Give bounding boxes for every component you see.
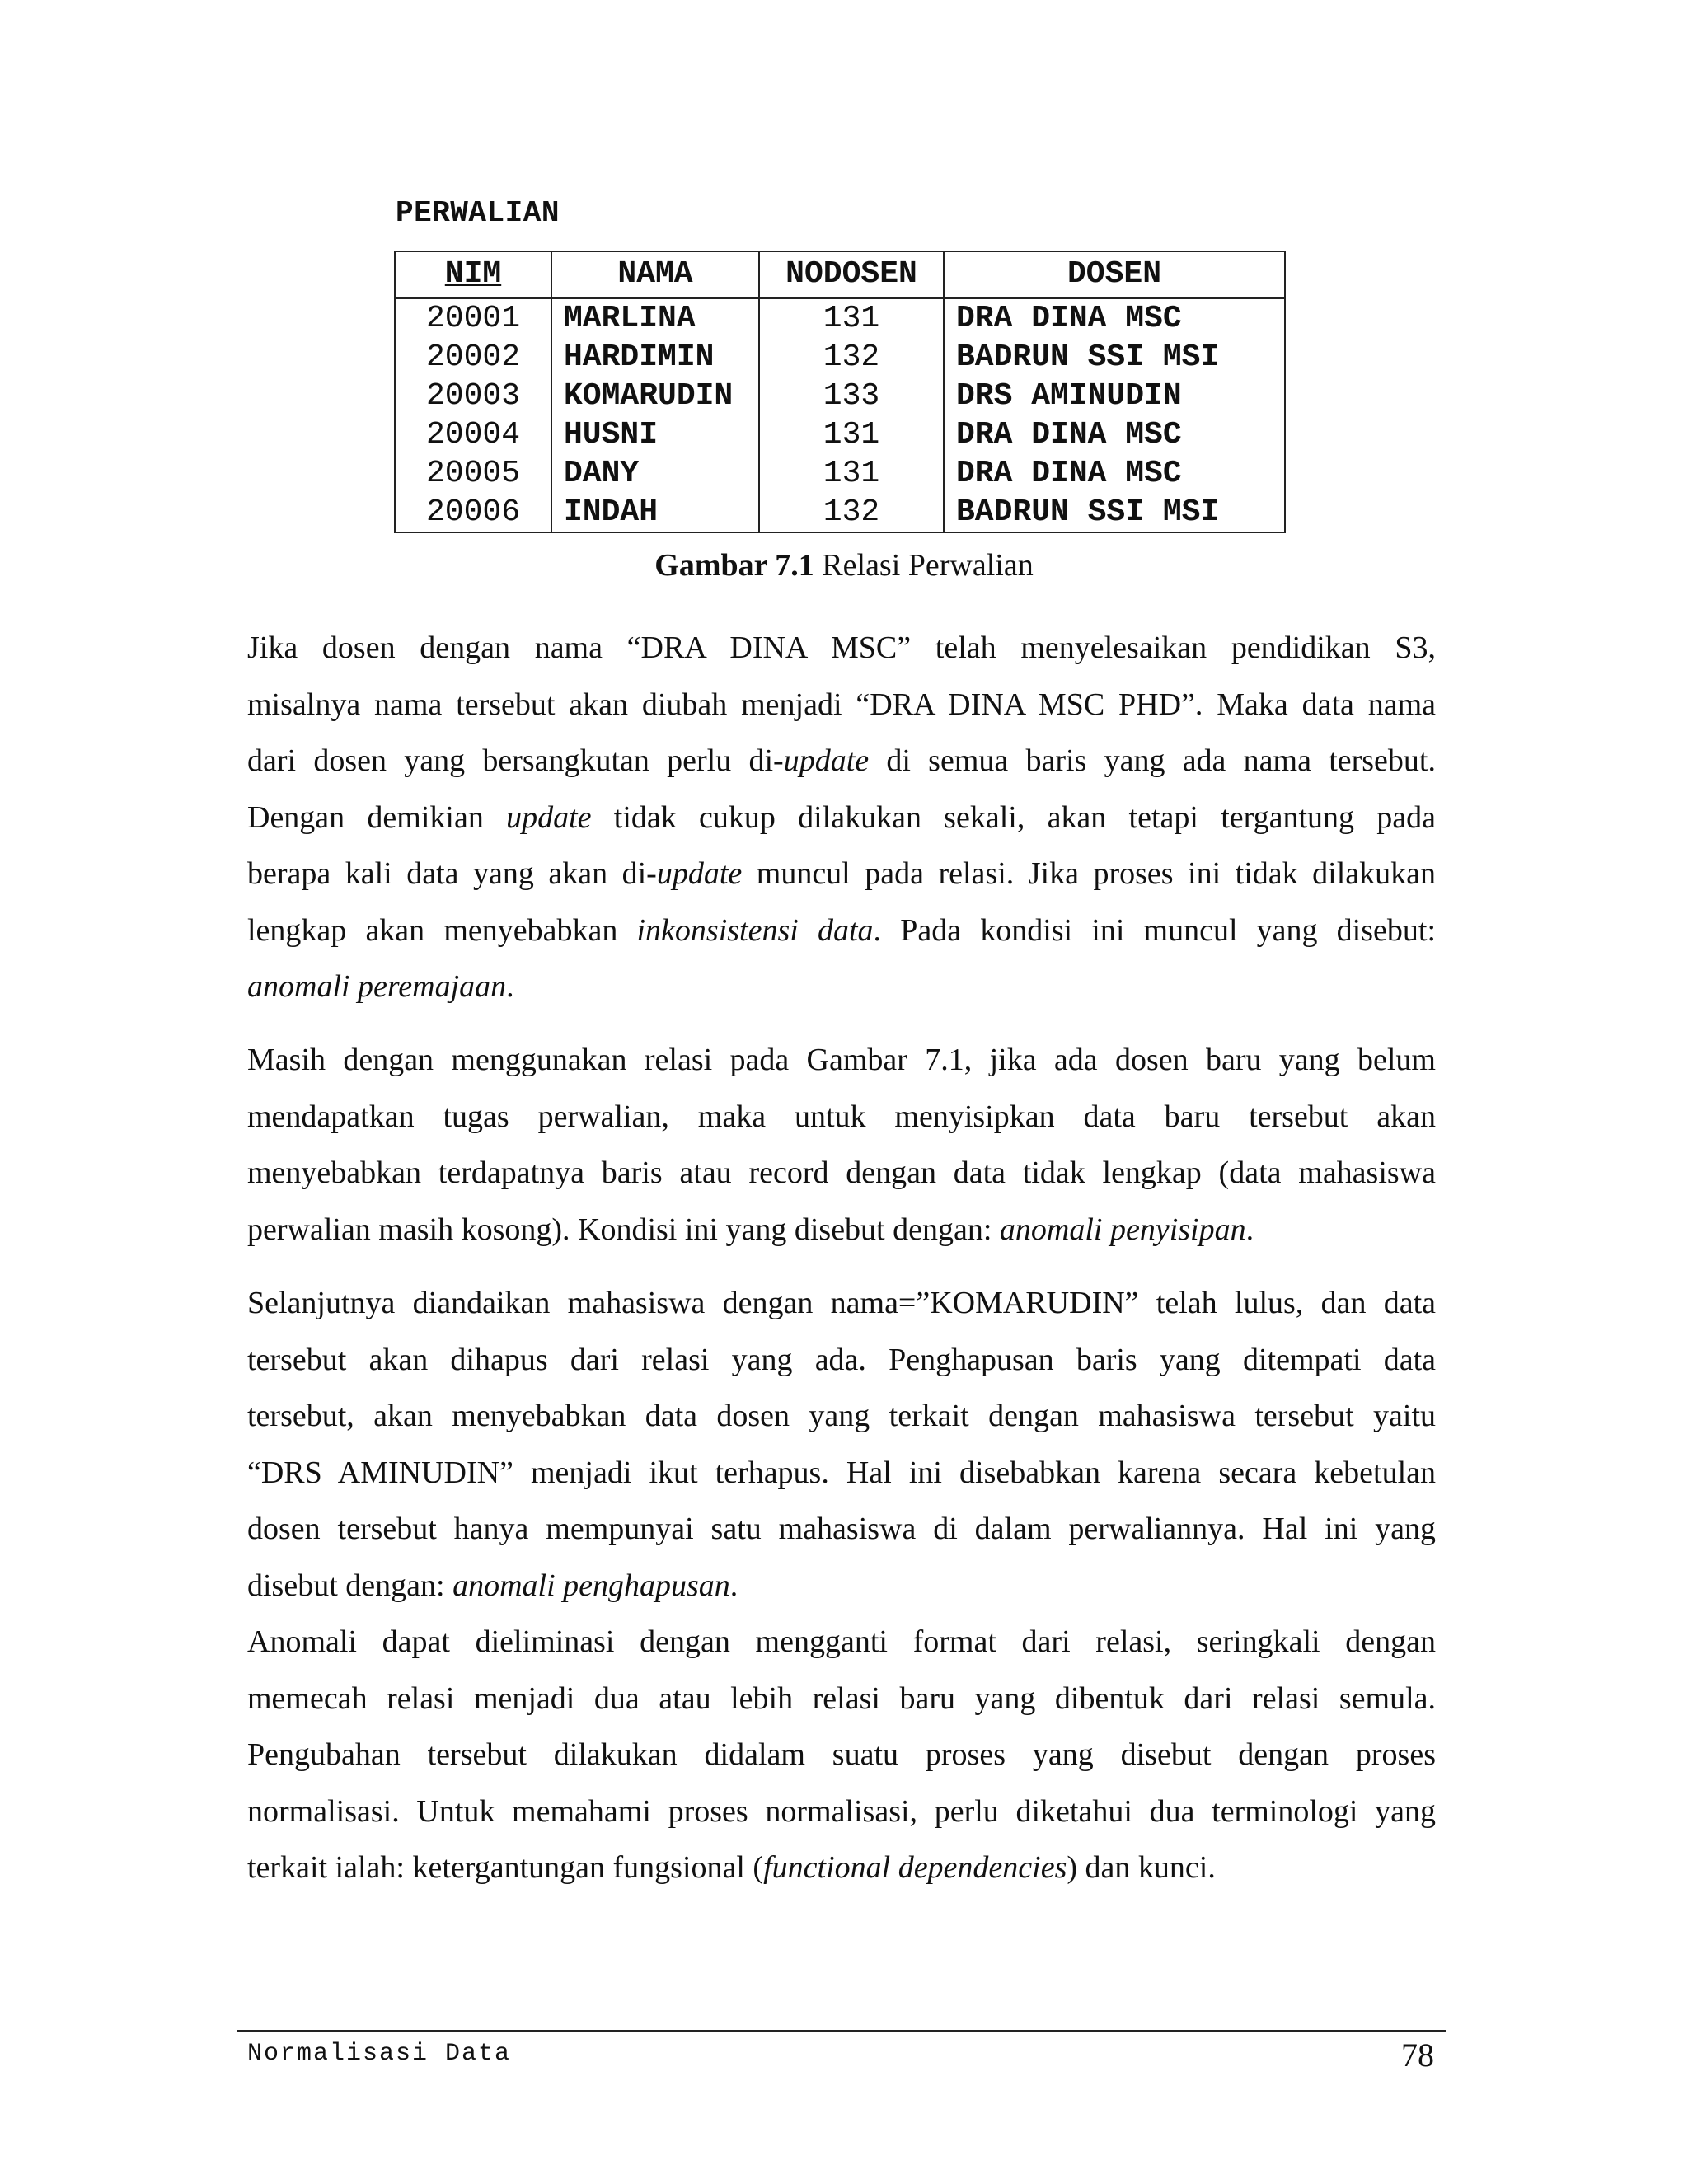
cell-dosen: BADRUN SSI MSI xyxy=(944,338,1285,377)
text-line: perwalian masih kosong). Kondisi ini yang disebut dengan: anomali penyisipan. xyxy=(247,1212,1254,1247)
caption-text: Relasi Perwalian xyxy=(814,548,1034,583)
page-number: 78 xyxy=(1401,2036,1434,2074)
text-line: tersebut, akan menyebabkan data dosen yang terkait dengan mahasiswa tersebut yaitu xyxy=(247,1399,1436,1433)
cell-nama: HUSNI xyxy=(551,415,759,454)
table-row xyxy=(395,338,1285,377)
text-line: normalisasi. Untuk memahami proses normalisasi, perlu diketahui dua terminologi yang xyxy=(247,1793,1436,1829)
cell-nama: MARLINA xyxy=(551,298,759,339)
table-row xyxy=(395,454,1285,493)
cell-nodosen: 132 xyxy=(759,338,944,377)
cell-nim: 20003 xyxy=(395,377,551,415)
table-row xyxy=(395,377,1285,415)
cell-nodosen: 131 xyxy=(759,454,944,493)
cell-nim: 20001 xyxy=(395,298,551,339)
cell-dosen: BADRUN SSI MSI xyxy=(944,493,1285,532)
column-header-dosen: DOSEN xyxy=(944,251,1285,298)
text-line: memecah relasi menjadi dua atau lebih relasi baru yang dibentuk dari relasi semula. xyxy=(247,1680,1436,1716)
text-line: Anomali dapat dieliminasi dengan mengganti format dari relasi, seringkali dengan xyxy=(247,1624,1436,1659)
cell-nama: HARDIMIN xyxy=(551,338,759,377)
text-line: terkait ialah: ketergantungan fungsional (functional dependencies) dan kunci. xyxy=(247,1850,1216,1885)
cell-nodosen: 131 xyxy=(759,298,944,339)
cell-nim: 20006 xyxy=(395,493,551,532)
column-header-nama: NAMA xyxy=(551,251,759,298)
text-line: anomali peremajaan. xyxy=(247,969,514,1004)
cell-nama: DANY xyxy=(551,454,759,493)
cell-nim: 20004 xyxy=(395,415,551,454)
text-line: menyebabkan terdapatnya baris atau record dengan data tidak lengkap (data mahasiswa xyxy=(247,1155,1436,1190)
cell-dosen: DRS AMINUDIN xyxy=(944,377,1285,415)
cell-nim: 20005 xyxy=(395,454,551,493)
text-line: Dengan demikian update tidak cukup dilakukan sekali, akan tetapi tergantung pada xyxy=(247,799,1436,835)
text-line: Jika dosen dengan nama “DRA DINA MSC” telah menyelesaikan pendidikan S3, xyxy=(247,630,1436,665)
cell-nama: INDAH xyxy=(551,493,759,532)
text-line: berapa kali data yang akan di-update muncul pada relasi. Jika proses ini tidak dilakukan xyxy=(247,856,1436,891)
table-row xyxy=(395,415,1285,454)
caption-label: Gambar 7.1 xyxy=(654,548,814,583)
table-header-row xyxy=(395,251,1285,298)
column-header-nodosen: NODOSEN xyxy=(759,251,944,298)
text-line: dari dosen yang bersangkutan perlu di-update di semua baris yang ada nama tersebut. xyxy=(247,743,1436,778)
cell-dosen: DRA DINA MSC xyxy=(944,415,1285,454)
footer-divider xyxy=(237,2030,1446,2032)
paragraph-update-anomaly xyxy=(247,620,1436,1015)
relation-title: PERWALIAN xyxy=(396,196,560,230)
paragraph-delete-anomaly xyxy=(247,1275,1436,1614)
text-line: dosen tersebut hanya mempunyai satu mahasiswa di dalam perwaliannya. Hal ini yang xyxy=(247,1511,1436,1546)
column-header-nim: NIM xyxy=(395,251,551,298)
text-line: Selanjutnya diandaikan mahasiswa dengan nama=”KOMARUDIN” telah lulus, dan data xyxy=(247,1286,1436,1320)
footer-chapter-title: Normalisasi Data xyxy=(247,2040,512,2068)
text-line: lengkap akan menyebabkan inkonsistensi data. Pada kondisi ini muncul yang disebut: xyxy=(247,912,1437,948)
text-line: misalnya nama tersebut akan diubah menjadi “DRA DINA MSC PHD”. Maka data nama xyxy=(247,687,1436,722)
cell-nim: 20002 xyxy=(395,338,551,377)
text-line: Masih dengan menggunakan relasi pada Gambar 7.1, jika ada dosen baru yang belum xyxy=(247,1043,1436,1077)
text-line: tersebut akan dihapus dari relasi yang ada. Penghapusan baris yang ditempati data xyxy=(247,1342,1436,1377)
cell-dosen: DRA DINA MSC xyxy=(944,454,1285,493)
table-row xyxy=(395,298,1285,339)
paragraph-insert-anomaly xyxy=(247,1032,1436,1258)
text-line: “DRS AMINUDIN” menjadi ikut terhapus. Hal ini disebabkan karena secara kebetulan xyxy=(247,1455,1436,1490)
text-line: Pengubahan tersebut dilakukan didalam suatu proses yang disebut dengan proses xyxy=(247,1737,1436,1772)
table-row xyxy=(395,493,1285,532)
text-line: disebut dengan: anomali penghapusan. xyxy=(247,1568,738,1603)
cell-nodosen: 131 xyxy=(759,415,944,454)
perwalian-table xyxy=(394,251,1286,533)
figure-caption xyxy=(0,547,1688,583)
cell-dosen: DRA DINA MSC xyxy=(944,298,1285,339)
cell-nodosen: 133 xyxy=(759,377,944,415)
text-line: mendapatkan tugas perwalian, maka untuk menyisipkan data baru tersebut akan xyxy=(247,1099,1436,1134)
paragraph-normalization xyxy=(247,1614,1436,1896)
cell-nodosen: 132 xyxy=(759,493,944,532)
cell-nama: KOMARUDIN xyxy=(551,377,759,415)
